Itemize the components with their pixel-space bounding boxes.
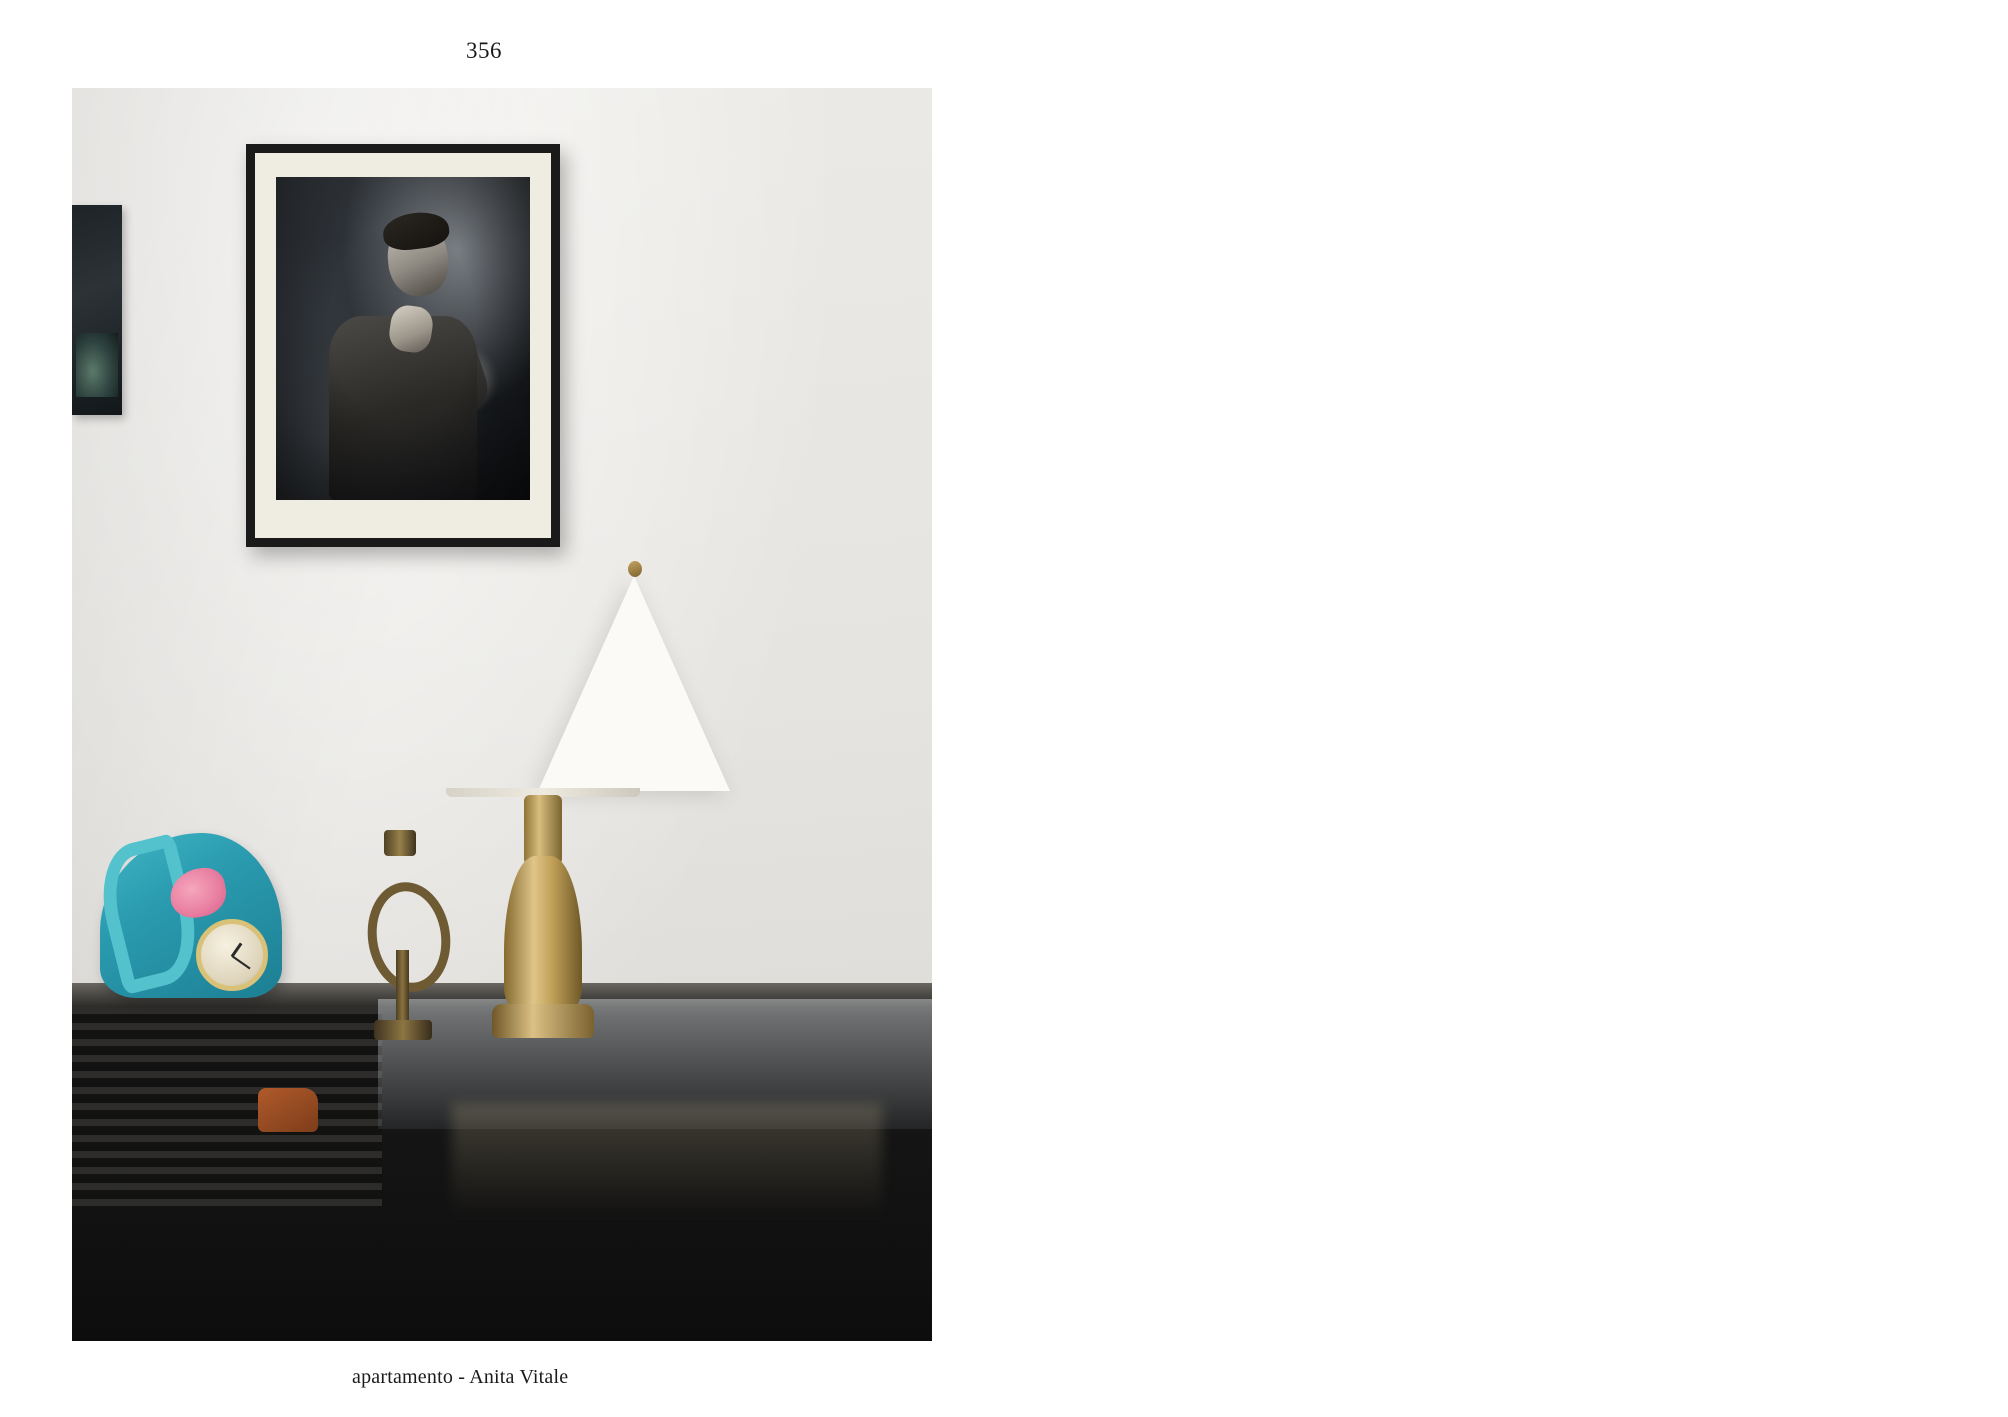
brass-figure-candlestick — [354, 830, 450, 1042]
small-terracotta-object — [258, 1088, 318, 1132]
black-and-white-portrait — [276, 177, 530, 500]
lamp-base — [492, 1004, 594, 1038]
figure-arched-body — [361, 877, 458, 997]
lamp-shade — [538, 576, 730, 791]
photo-mat — [255, 153, 551, 538]
candlestick-stem — [396, 950, 409, 1028]
clock-face — [196, 919, 268, 991]
lamp-finial — [628, 561, 642, 577]
small-dark-artwork — [72, 205, 122, 415]
portrait-vignette — [276, 177, 530, 500]
table-slats — [72, 1007, 382, 1207]
footer-left: apartamento - Anita Vitale — [352, 1366, 569, 1388]
candle-cup — [384, 830, 416, 856]
interior-photograph-left — [72, 88, 932, 1341]
page-number-left: 356 — [466, 38, 502, 63]
candlestick-base — [374, 1020, 432, 1040]
lamp-neck — [524, 795, 562, 865]
framed-photograph — [246, 144, 560, 547]
clock-minute-hand — [231, 955, 250, 969]
ceramic-flamingo-clock — [100, 833, 282, 998]
right-page — [1004, 0, 2008, 1417]
lamp-body — [504, 856, 582, 1016]
table-reflection — [452, 1103, 882, 1218]
